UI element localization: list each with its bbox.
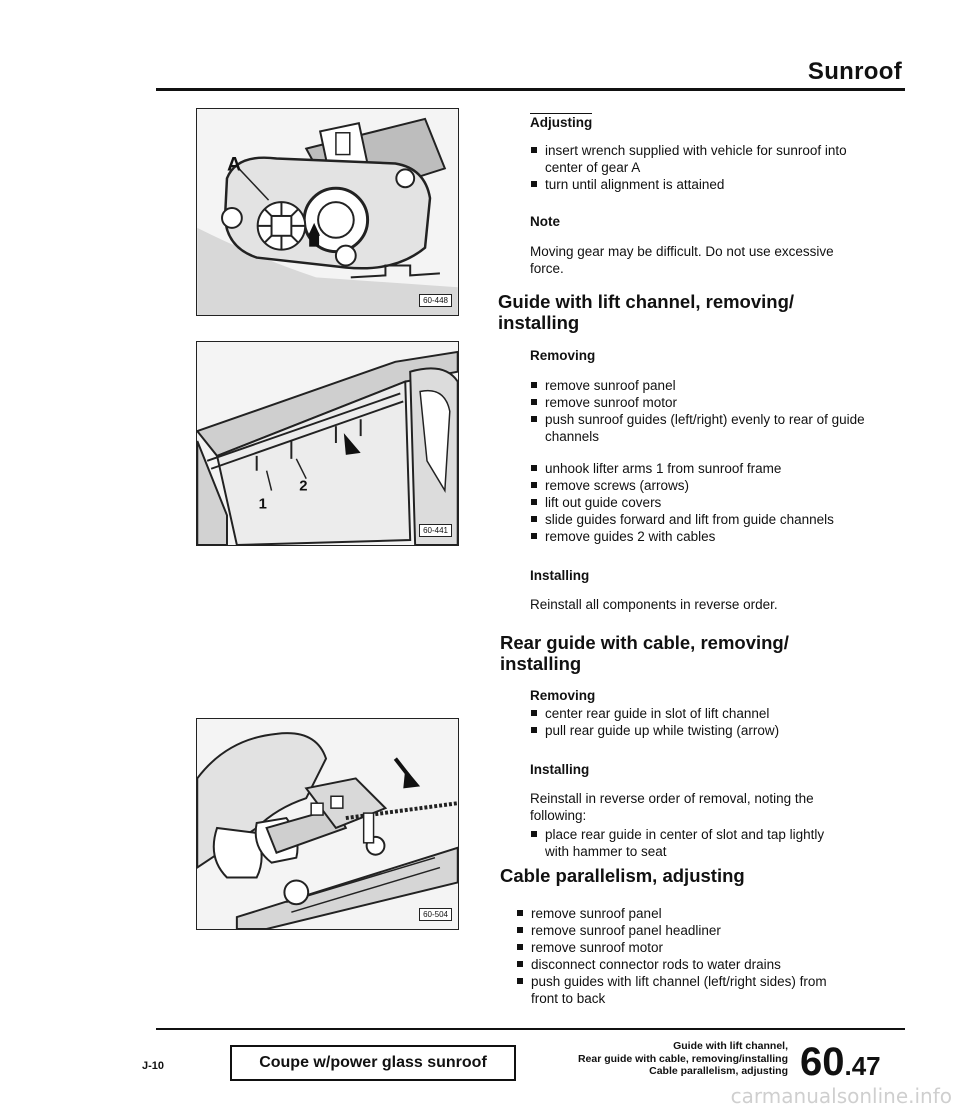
list-item: remove screws (arrows) — [530, 477, 870, 494]
list-item: remove sunroof motor — [516, 939, 856, 956]
section-title-cable: Cable parallelism, adjusting — [500, 865, 745, 886]
footer-divider — [156, 1028, 905, 1030]
section-title-rear-guide: Rear guide with cable, removing/ installing — [500, 632, 789, 674]
page-number-sub: .47 — [844, 1051, 881, 1081]
list-item: place rear guide in center of slot and tap lightly with hammer to seat — [530, 826, 850, 860]
cable-list — [516, 905, 856, 1007]
installing-heading: Installing — [530, 568, 590, 583]
figure-guide-channel — [196, 341, 459, 546]
footer-line: Guide with lift channel, — [673, 1040, 788, 1052]
removing-heading: Removing — [530, 688, 596, 703]
figure-code: 60-441 — [419, 524, 452, 537]
list-item: center rear guide in slot of lift channel — [530, 705, 870, 722]
figure-code: 60-504 — [419, 908, 452, 921]
footer-code: J-10 — [142, 1060, 165, 1072]
note-text: Moving gear may be difficult. Do not use excessive force. — [530, 244, 834, 276]
installing-heading: Installing — [530, 762, 590, 777]
footer-line: Cable parallelism, adjusting — [649, 1065, 788, 1077]
note-heading: Note — [530, 214, 560, 229]
list-item: slide guides forward and lift from guide channels — [530, 511, 870, 528]
watermark: carmanualsonline.info — [730, 1084, 952, 1108]
callout-1: 1 — [258, 496, 267, 513]
list-item: pull rear guide up while twisting (arrow) — [530, 722, 870, 739]
rear-guide-illustration — [197, 719, 458, 929]
list-item: lift out guide covers — [530, 494, 870, 511]
adjusting-list — [530, 142, 870, 193]
list-item: unhook lifter arms 1 from sunroof frame — [530, 460, 870, 477]
guide-channel-illustration — [197, 342, 458, 545]
page-number-main: 60 — [800, 1040, 845, 1084]
page-number — [800, 1040, 881, 1085]
list-item: remove sunroof panel — [516, 905, 856, 922]
list-item: turn until alignment is attained — [530, 176, 870, 193]
removing-list-2 — [530, 460, 870, 545]
figure-sunroof-motor — [196, 108, 459, 316]
list-item: remove guides 2 with cables — [530, 528, 870, 545]
footer-line: Rear guide with cable, removing/installing — [577, 1052, 788, 1065]
rear-installing-list — [530, 826, 850, 860]
footer-section-list — [518, 1040, 788, 1078]
list-item: insert wrench supplied with vehicle for sunroof into center of gear A — [530, 142, 870, 176]
list-item: remove sunroof motor — [530, 394, 870, 411]
rear-installing-text: Reinstall in reverse order of removal, noting the following: — [530, 791, 814, 823]
adjusting-heading: Adjusting — [530, 115, 593, 130]
callout-a: A — [226, 153, 242, 176]
figure-rear-guide — [196, 718, 459, 930]
page-header-title: Sunroof — [807, 58, 902, 85]
list-item: push sunroof guides (left/right) evenly to rear of guide channels — [530, 411, 870, 445]
header-divider — [156, 88, 905, 91]
installing-text: Reinstall all components in reverse order. — [530, 597, 778, 612]
section-title-guide: Guide with lift channel, removing/ installing — [498, 291, 795, 333]
figure-code: 60-448 — [419, 294, 452, 307]
motor-illustration — [197, 109, 458, 315]
removing-heading: Removing — [530, 348, 596, 363]
list-item: disconnect connector rods to water drains — [516, 956, 856, 973]
callout-2: 2 — [299, 478, 308, 495]
rear-removing-list — [530, 705, 870, 739]
list-item: push guides with lift channel (left/right sides) from front to back — [516, 973, 856, 1007]
removing-list-1 — [530, 377, 870, 445]
list-item: remove sunroof panel headliner — [516, 922, 856, 939]
list-item: remove sunroof panel — [530, 377, 870, 394]
model-label-box: Coupe w/power glass sunroof — [230, 1045, 516, 1081]
